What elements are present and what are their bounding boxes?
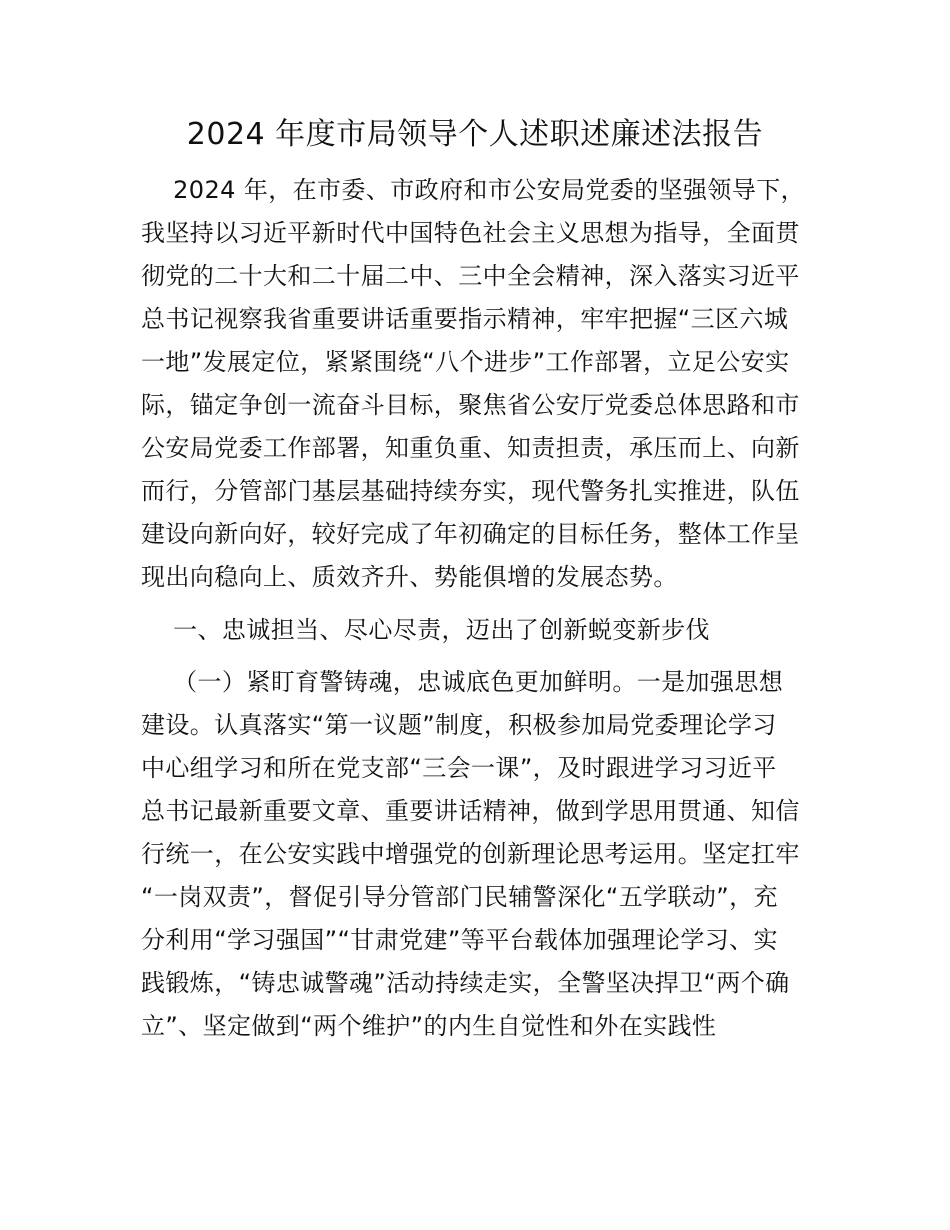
- paragraph-line: 现出向稳向上、质效齐升、势能俱增的发展态势。: [141, 563, 678, 591]
- paragraph-line: 立”、坚定做到“两个维护”的内生自觉性和外在实践性: [141, 1012, 717, 1040]
- section-heading: 一、忠诚担当、尽心尽责，迈出了创新蜕变新步伐: [141, 616, 710, 644]
- paragraph-line: 一地”发展定位，紧紧围绕“八个进步”工作部署，立足公安实: [141, 348, 790, 376]
- document-title: 2024 年度市局领导个人述职述廉述法报告: [186, 117, 764, 152]
- paragraph-line: 际，锚定争创一流奋斗目标，聚焦省公安厅党委总体思路和市: [141, 391, 800, 419]
- paragraph-line: “一岗双责”，督促引导分管部门民辅警深化“五学联动”，充: [141, 883, 778, 911]
- paragraph-line: 建设向新向好，较好完成了年初确定的目标任务，整体工作呈: [141, 520, 800, 548]
- paragraph-line: 我坚持以习近平新时代中国特色社会主义思想为指导，全面贯: [141, 219, 800, 247]
- paragraph-line: 分利用“学习强国”“甘肃党建”等平台载体加强理论学习、实: [141, 926, 778, 954]
- paragraph-line: 总书记视察我省重要讲话重要指示精神，牢牢把握“三区六城: [141, 305, 789, 333]
- paragraph-line: 而行，分管部门基层基础持续夯实，现代警务扎实推进，队伍: [141, 477, 800, 505]
- paragraph-line: 公安局党委工作部署，知重负重、知责担责，承压而上、向新: [141, 434, 800, 462]
- paragraph-line: 践锻炼，“铸忠诚警魂”活动持续走实，全警坚决捍卫“两个确: [141, 969, 790, 997]
- paragraph-line: 2024 年，在市委、市政府和市公安局党委的坚强领导下，: [141, 176, 806, 204]
- paragraph-line: 中心组学习和所在党支部“三会一课”，及时跟进学习习近平: [141, 754, 777, 782]
- paragraph-line: 行统一，在公安实践中增强党的创新理论思考运用。坚定扛牢: [141, 840, 800, 868]
- paragraph-line: 彻党的二十大和二十届二中、三中全会精神，深入落实习近平: [141, 262, 800, 290]
- paragraph-line: 总书记最新重要文章、重要讲话精神，做到学思用贯通、知信: [141, 797, 800, 825]
- paragraph-line: 建设。认真落实“第一议题”制度，积极参加局党委理论学习: [141, 711, 777, 739]
- paragraph-line: （一）紧盯育警铸魂，忠诚底色更加鲜明。一是加强思想: [141, 668, 784, 696]
